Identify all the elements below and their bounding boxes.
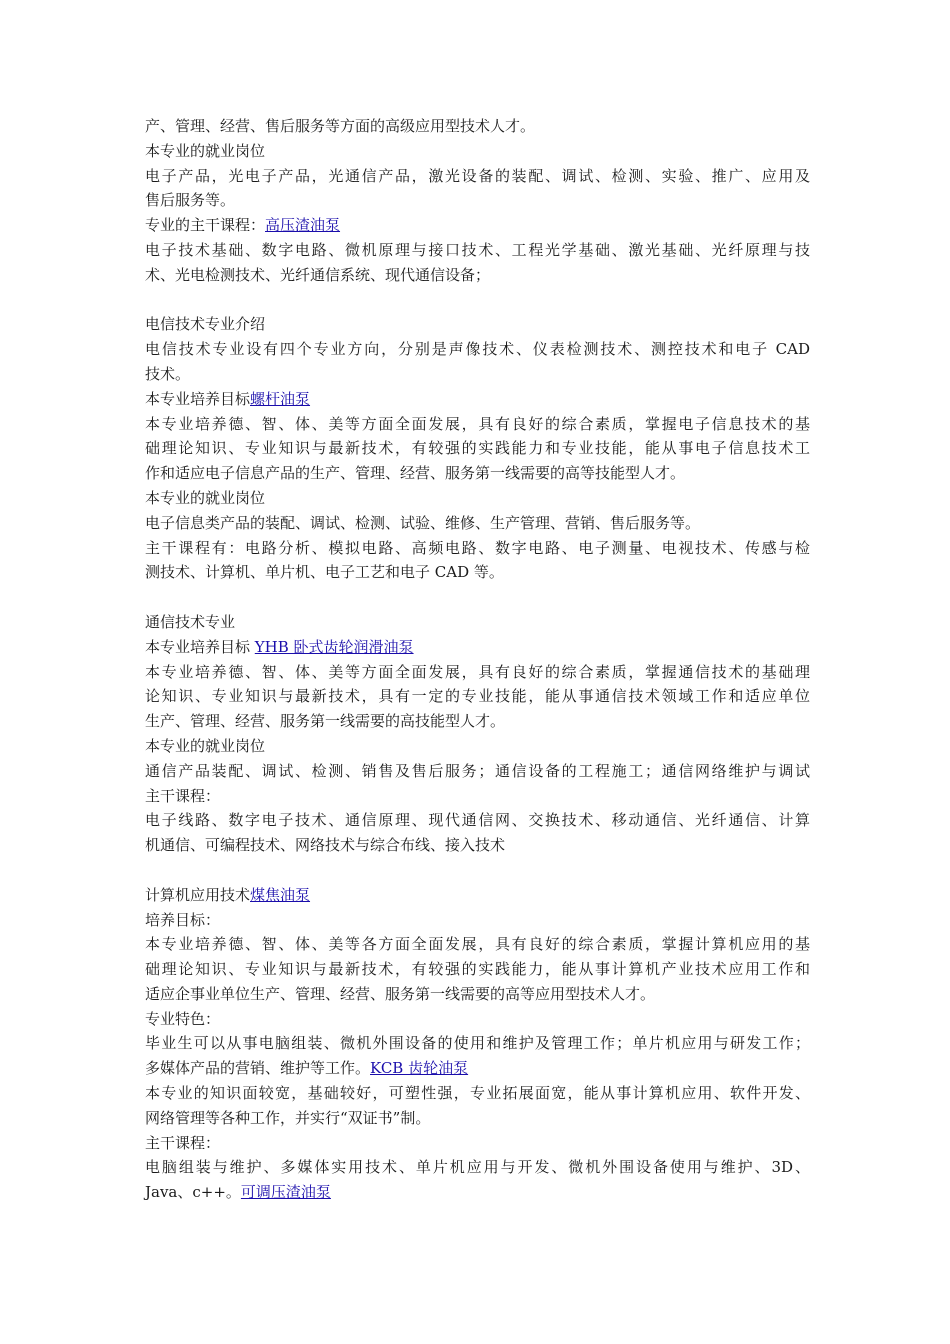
paragraph-gap (145, 858, 810, 883)
link-kcb-gear-pump[interactable]: KCB 齿轮油泵 (370, 1059, 469, 1078)
link-high-pressure-residue-pump[interactable]: 高压渣油泵 (265, 216, 341, 235)
goal-line (145, 387, 810, 412)
goal-line (145, 635, 810, 660)
heading-courses: 主干课程： (145, 1133, 221, 1152)
document-page (145, 114, 810, 1205)
goal-label: 本专业培养目标 (145, 389, 251, 408)
text-line: 本专业培养德、智、体、美等方面全面发展，具有良好的综合素质，掌握电子信息技术的基 (145, 414, 810, 433)
text-line: 电脑组装与维护、多媒体实用技术、单片机应用与开发、微机外围设备使用与维护、3D、 (145, 1158, 810, 1177)
heading-features: 专业特色： (145, 1009, 221, 1028)
text-line: 术、光电检测技术、光纤通信系统、现代通信设备； (145, 265, 491, 284)
text-line: 生产、管理、经营、服务第一线需要的高技能型人才。 (145, 712, 506, 731)
courses-line (145, 1180, 810, 1205)
text-line: 础理论知识、专业知识与最新技术，有较强的实践能力和专业技能，能从事电子信息技术工 (145, 439, 810, 458)
text-line: 本专业的知识面较宽，基础较好，可塑性强，专业拓展面宽，能从事计算机应用、软件开发、 (145, 1084, 810, 1103)
link-adjustable-residue-pump[interactable]: 可调压渣油泵 (240, 1183, 331, 1202)
text-line: 毕业生可以从事电脑组装、微机外围设备的使用和维护及管理工作；单片机应用与研发工作； (145, 1034, 810, 1053)
text-line: 网络管理等各种工作，并实行“双证书”制。 (145, 1108, 431, 1127)
heading-employment: 本专业的就业岗位 (145, 488, 266, 507)
features-line (145, 1056, 810, 1081)
text-line: 电子技术基础、数字电路、微机原理与接口技术、工程光学基础、激光基础、光纤原理与技 (145, 240, 810, 259)
heading-employment: 本专业的就业岗位 (145, 736, 266, 755)
features-text: 多媒体产品的营销、维护等工作。 (145, 1059, 371, 1078)
courses-text: Java、c++。 (145, 1183, 241, 1202)
courses-line (145, 213, 810, 238)
text-line: 技术。 (145, 364, 191, 383)
section-title-communication: 通信技术专业 (145, 612, 236, 631)
text-line: 售后服务等。 (145, 191, 236, 210)
text-line: 测技术、计算机、单片机、电子工艺和电子 CAD 等。 (145, 563, 504, 582)
text-line: 电子信息类产品的装配、调试、检测、试验、维修、生产管理、营销、售后服务等。 (145, 513, 701, 532)
section-title-computer (145, 883, 810, 908)
heading-goal: 培养目标： (145, 910, 221, 929)
heading-courses: 主干课程： (145, 786, 221, 805)
paragraph-gap (145, 585, 810, 610)
heading-employment: 本专业的就业岗位 (145, 141, 266, 160)
section-title-text: 计算机应用技术 (145, 885, 251, 904)
text-line: 论知识、专业知识与最新技术，具有一定的专业技能，能从事通信技术领域工作和适应单位 (145, 687, 810, 706)
text-line: 作和适应电子信息产品的生产、管理、经营、服务第一线需要的高等技能型人才。 (145, 464, 686, 483)
goal-label: 本专业培养目标 (145, 637, 255, 656)
text-line: 机通信、可编程技术、网络技术与综合布线、接入技术 (145, 836, 506, 855)
link-yhb-gear-lube-pump[interactable]: YHB 卧式齿轮润滑油泵 (254, 637, 414, 656)
text-line: 适应企事业单位生产、管理、经营、服务第一线需要的高等应用型技术人才。 (145, 984, 656, 1003)
courses-label: 专业的主干课程： (145, 216, 266, 235)
paragraph-gap (145, 288, 810, 313)
link-coal-tar-pump[interactable]: 煤焦油泵 (250, 885, 311, 904)
text-line: 本专业培养德、智、体、美等方面全面发展，具有良好的综合素质，掌握通信技术的基础理 (145, 662, 810, 681)
text-line: 产、管理、经营、售后服务等方面的高级应用型技术人才。 (145, 117, 536, 135)
text-line: 电信技术专业设有四个专业方向，分别是声像技术、仪表检测技术、测控技术和电子 CAD (145, 340, 810, 359)
text-line: 通信产品装配、调试、检测、销售及售后服务；通信设备的工程施工；通信网络维护与调试 (145, 761, 810, 780)
text-line: 电子线路、数字电子技术、通信原理、现代通信网、交换技术、移动通信、光纤通信、计算 (145, 811, 810, 830)
text-line: 本专业培养德、智、体、美等各方面全面发展，具有良好的综合素质，掌握计算机应用的基 (145, 935, 810, 954)
link-screw-oil-pump[interactable]: 螺杆油泵 (250, 389, 311, 408)
text-line: 础理论知识、专业知识与最新技术，有较强的实践能力，能从事计算机产业技术应用工作和 (145, 960, 810, 979)
text-line: 主干课程有：电路分析、模拟电路、高频电路、数字电路、电子测量、电视技术、传感与检 (145, 538, 810, 557)
text-line: 电子产品，光电子产品，光通信产品，激光设备的装配、调试、检测、实验、推广、应用及 (145, 166, 810, 185)
section-title-telecom: 电信技术专业介绍 (145, 315, 266, 334)
